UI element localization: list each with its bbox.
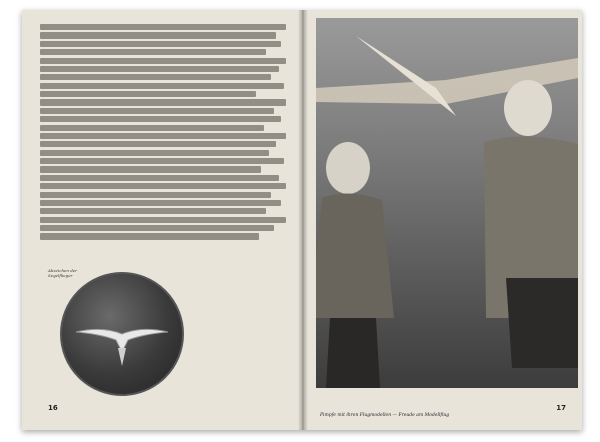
photo-caption: Pimpfe mit ihren Flugmodellen — Freude am Modellflug — [320, 413, 450, 418]
glider-emblem-icon — [62, 274, 182, 394]
text-line — [40, 133, 286, 139]
page-number-right: 17 — [556, 404, 566, 412]
text-line — [40, 150, 269, 156]
text-line — [40, 99, 286, 105]
text-line — [40, 24, 286, 30]
text-line — [40, 192, 271, 198]
text-line — [40, 200, 281, 206]
text-line — [40, 166, 261, 172]
page-number-left: 16 — [48, 404, 58, 412]
medal-caption: Abzeichen der Segelflieger — [48, 268, 78, 278]
text-line — [40, 183, 286, 189]
boys-with-model-glider-photo — [316, 18, 578, 388]
text-line — [40, 141, 276, 147]
text-line — [40, 49, 266, 55]
text-line — [40, 58, 286, 64]
text-line — [40, 175, 279, 181]
text-line — [40, 41, 281, 47]
text-line — [40, 91, 256, 97]
text-line — [40, 158, 284, 164]
text-line — [40, 83, 284, 89]
text-line — [40, 208, 266, 214]
text-line — [40, 225, 274, 231]
left-body-text — [40, 24, 286, 266]
spine-gutter — [298, 10, 308, 430]
text-line — [40, 217, 286, 223]
glider-badge-image — [60, 272, 184, 396]
text-line — [40, 74, 271, 80]
text-line — [40, 32, 276, 38]
left-page — [22, 10, 302, 430]
text-line — [40, 125, 264, 131]
right-page — [304, 10, 582, 430]
text-line — [40, 116, 281, 122]
magazine-spread — [22, 10, 582, 430]
text-line — [40, 66, 279, 72]
text-line — [40, 233, 259, 239]
text-line — [40, 108, 274, 114]
